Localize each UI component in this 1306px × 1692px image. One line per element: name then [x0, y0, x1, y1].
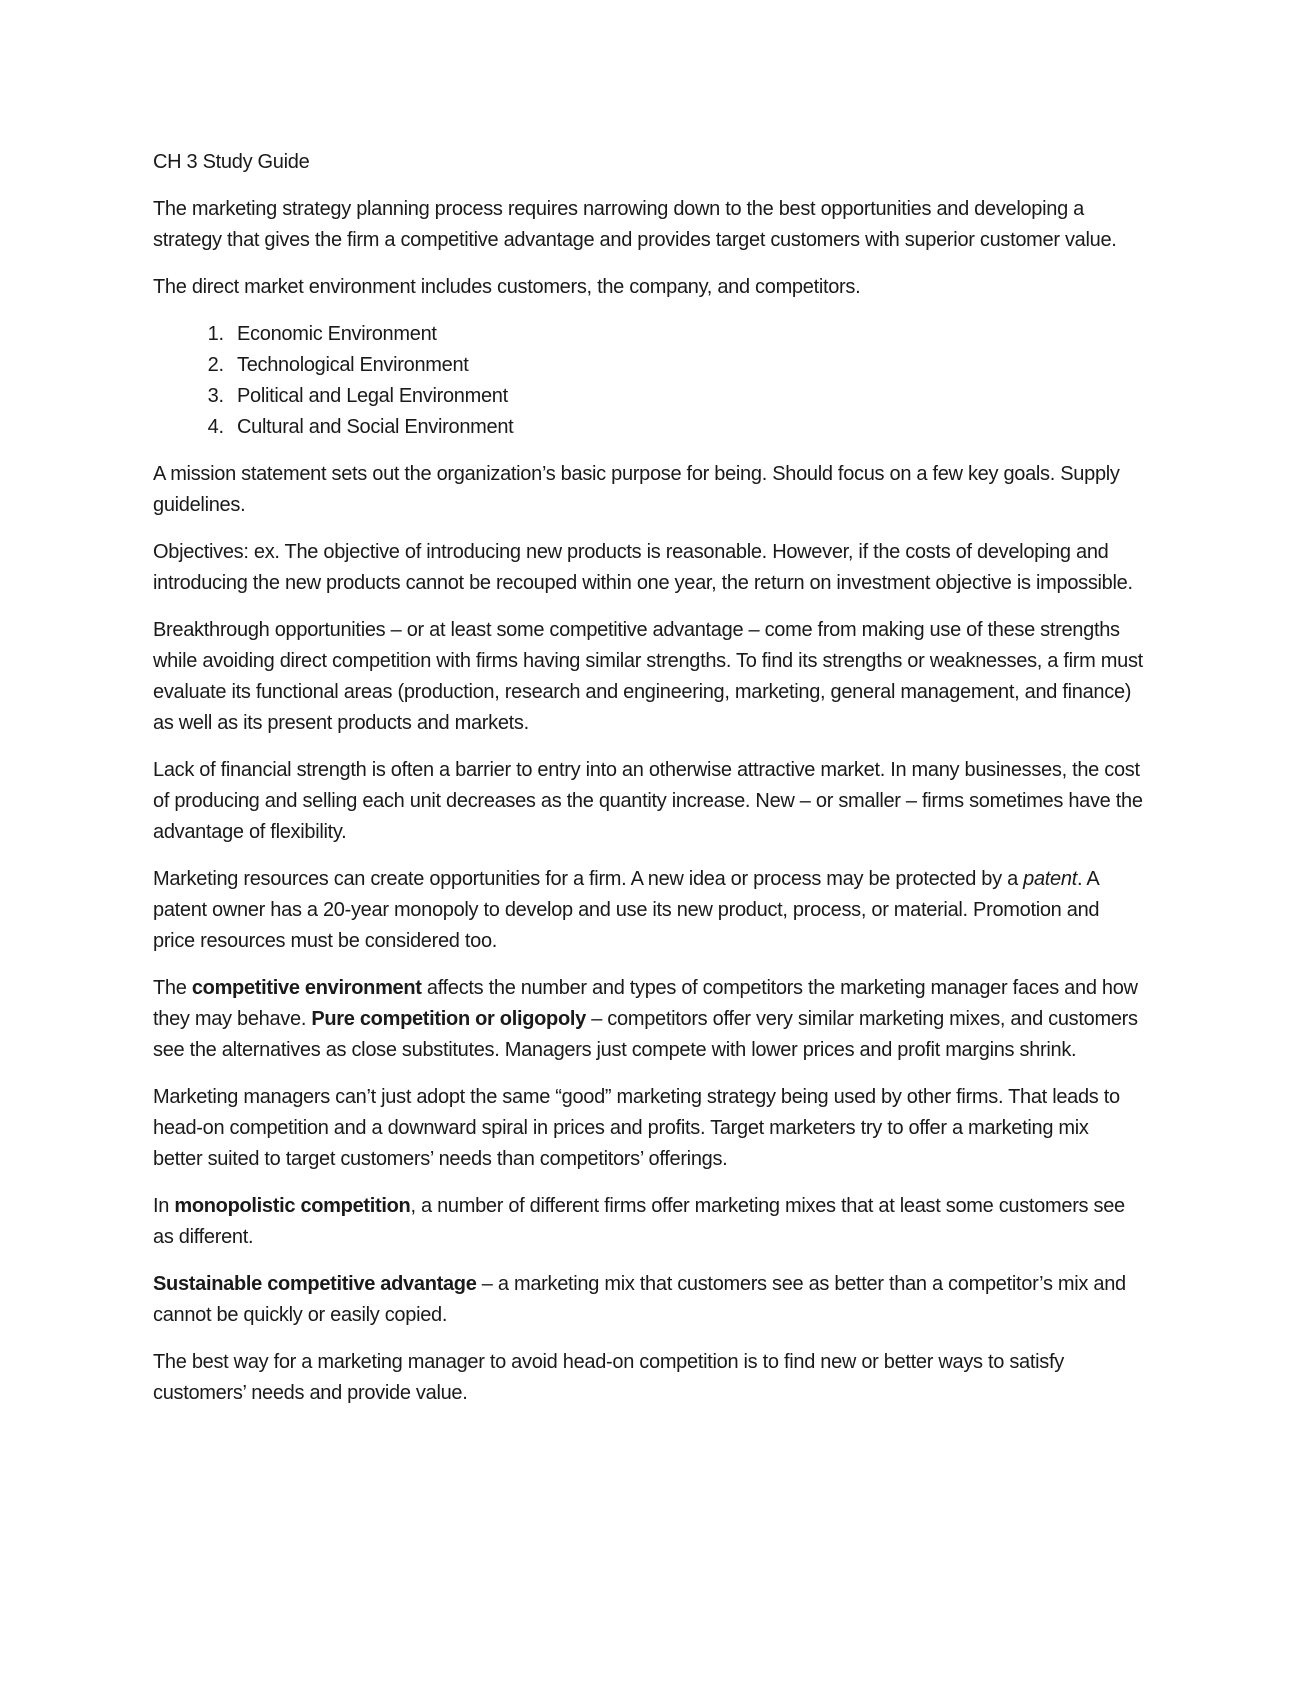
list-item: 2. Technological Environment — [229, 350, 1143, 381]
paragraph-monopolistic-competition — [153, 1191, 1143, 1253]
text-run: . A patent owner has a 20-year monopoly to develop and use its new product, process, or material. Promotion and price resources must be considered too. — [153, 868, 1100, 952]
paragraph-breakthrough-opportunities: Breakthrough opportunities – or at least some competitive advantage – come from making use of these strengths while avoiding direct competition with firms having similar strengths. To find its strengths or weaknesses, a firm must evaluate its functional areas (production, research and engineering, marketing, general management, and finance) as well as its present products and markets. — [153, 619, 1143, 734]
paragraph-competitive-environment — [153, 973, 1143, 1066]
text-run: affects the number and types of competitors the marketing manager faces and how they may behave. — [153, 977, 1138, 1030]
italic-term-patent: patent — [1023, 868, 1077, 890]
paragraph-direct-market-environment: The direct market environment includes customers, the company, and competitors. — [153, 276, 861, 298]
paragraph-financial-strength: Lack of financial strength is often a barrier to entry into an otherwise attractive market. In many businesses, the cost of producing and selling each unit decreases as the quantity increase. New – or smaller – firms sometimes have the advantage of flexibility. — [153, 759, 1143, 843]
paragraph-marketing-resources — [153, 864, 1143, 957]
text-run: The — [153, 977, 192, 999]
bold-term-monopolistic-competition: monopolistic competition — [174, 1195, 411, 1217]
bold-term-sustainable-advantage: Sustainable competitive advantage — [153, 1273, 477, 1295]
text-run: In — [153, 1195, 175, 1217]
text-run: , a number of different firms offer marketing mixes that at least some customers see as different. — [153, 1195, 1125, 1248]
environment-list — [153, 319, 1143, 443]
text-run: – a marketing mix that customers see as better than a competitor’s mix and cannot be quickly or easily copied. — [153, 1273, 1126, 1326]
list-item: 1. Economic Environment — [229, 319, 1143, 350]
paragraph-strategy-planning: The marketing strategy planning process requires narrowing down to the best opportunities and developing a strategy that gives the firm a competitive advantage and provides target customers with superior customer value. — [153, 198, 1117, 251]
paragraph-head-on-competition: Marketing managers can’t just adopt the same “good” marketing strategy being used by other firms. That leads to head-on competition and a downward spiral in prices and profits. Target marketers try to offer a marketing mix better suited to target customers’ needs than competitors’ offerings. — [153, 1086, 1120, 1170]
document-body — [153, 147, 1143, 1425]
list-item: 4. Cultural and Social Environment — [229, 412, 1143, 443]
list-item: 3. Political and Legal Environment — [229, 381, 1143, 412]
paragraph-sustainable-advantage — [153, 1269, 1143, 1331]
paragraph-mission-statement: A mission statement sets out the organization’s basic purpose for being. Should focus on a few key goals. Supply guidelines. — [153, 463, 1120, 516]
document-title: CH 3 Study Guide — [153, 151, 310, 173]
bold-term-competitive-environment: competitive environment — [191, 977, 422, 999]
paragraph-avoid-competition: The best way for a marketing manager to avoid head-on competition is to find new or better ways to satisfy customers’ needs and provide value. — [153, 1351, 1064, 1404]
text-run: – competitors offer very similar marketing mixes, and customers see the alternatives as close substitutes. Managers just compete with lower prices and profit margins shrink. — [153, 1008, 1138, 1061]
bold-term-pure-competition: Pure competition or oligopoly — [311, 1008, 586, 1030]
text-run: Marketing resources can create opportunities for a firm. A new idea or process may be protected by a — [153, 868, 1024, 890]
paragraph-objectives: Objectives: ex. The objective of introducing new products is reasonable. However, if the costs of developing and introducing the new products cannot be recouped within one year, the return on investment objective is impossible. — [153, 541, 1133, 594]
